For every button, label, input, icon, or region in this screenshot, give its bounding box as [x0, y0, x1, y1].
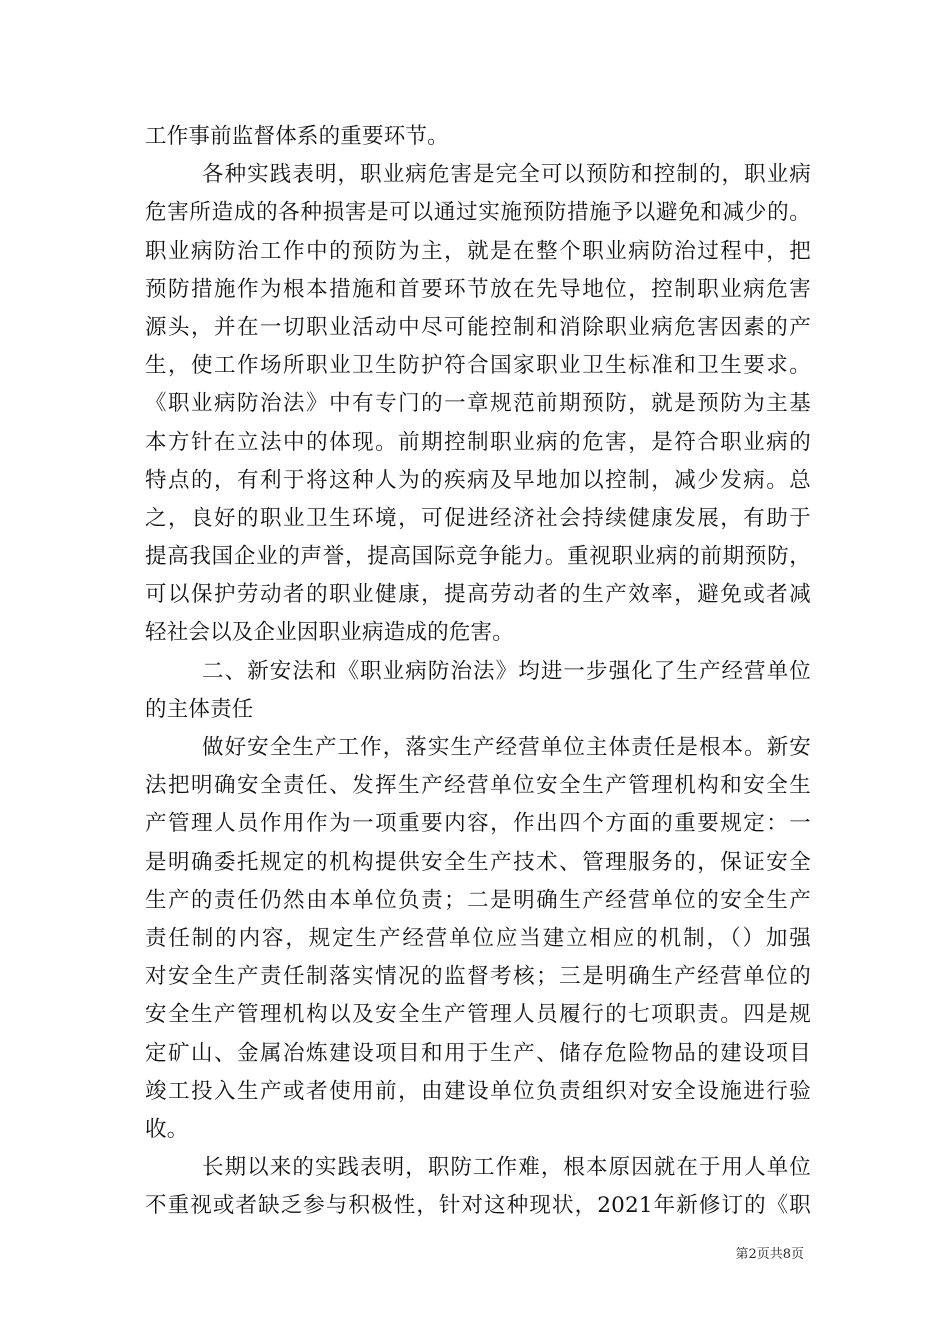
text-line: 生，使工作场所职业卫生防护符合国家职业卫生标准和卫生要求。 — [145, 353, 811, 379]
text-line: 竣工投入生产或者使用前，由建设单位负责组织对安全设施进行验 — [145, 1078, 811, 1104]
text-line: 本方针在立法中的体现。前期控制职业病的危害，是符合职业病的 — [145, 429, 811, 455]
text-line: 可以保护劳动者的职业健康，提高劳动者的生产效率，避免或者减 — [145, 582, 811, 608]
text-line: 生产的责任仍然由本单位负责；二是明确生产经营单位的安全生产 — [145, 887, 811, 913]
document-body — [145, 118, 811, 1225]
text-line: 预防措施作为根本措施和首要环节放在先导地位，控制职业病危害 — [145, 276, 811, 302]
text-line: 职业病防治工作中的预防为主，就是在整个职业病防治过程中，把 — [145, 238, 811, 264]
text-line: 收。 — [145, 1116, 189, 1142]
text-line: 产管理人员作用作为一项重要内容，作出四个方面的重要规定：一 — [145, 811, 811, 837]
text-line: 定矿山、金属冶炼建设项目和用于生产、储存危险物品的建设项目 — [145, 1040, 811, 1066]
text-line: 源头，并在一切职业活动中尽可能控制和消除职业病危害因素的产 — [145, 314, 811, 340]
text-line: 《职业病防治法》中有专门的一章规范前期预防，就是预防为主基 — [145, 391, 811, 417]
section-heading-line: 的主体责任 — [145, 696, 254, 722]
section-heading-line: 二、新安法和《职业病防治法》均进一步强化了生产经营单位 — [202, 658, 811, 684]
text-line: 法把明确安全责任、发挥生产经营单位安全生产管理机构和安全生 — [145, 773, 811, 799]
text-line: 不重视或者缺乏参与积极性，针对这种现状，2021年新修订的《职 — [145, 1193, 811, 1219]
text-line: 责任制的内容，规定生产经营单位应当建立相应的机制，（）加强 — [145, 925, 811, 951]
text-line: 安全生产管理机构以及安全生产管理人员履行的七项职责。四是规 — [145, 1002, 811, 1028]
text-line: 各种实践表明，职业病危害是完全可以预防和控制的，职业病 — [202, 162, 811, 188]
page-number: 第2页共8页 — [735, 1247, 804, 1262]
text-line: 轻社会以及企业因职业病造成的危害。 — [145, 620, 514, 646]
text-line: 之，良好的职业卫生环境，可促进经济社会持续健康发展，有助于 — [145, 505, 811, 531]
text-line: 提高我国企业的声誉，提高国际竞争能力。重视职业病的前期预防， — [145, 544, 811, 570]
text-line: 对安全生产责任制落实情况的监督考核；三是明确生产经营单位的 — [145, 964, 811, 990]
text-line: 危害所造成的各种损害是可以通过实施预防措施予以避免和减少的。 — [145, 200, 811, 226]
text-line: 特点的，有利于将这种人为的疾病及早地加以控制，减少发病。总 — [145, 467, 811, 493]
text-line: 长期以来的实践表明，职防工作难，根本原因就在于用人单位 — [202, 1155, 811, 1181]
text-line: 是明确委托规定的机构提供安全生产技术、管理服务的，保证安全 — [145, 849, 811, 875]
text-line: 做好安全生产工作，落实生产经营单位主体责任是根本。新安 — [202, 735, 811, 760]
text-line: 工作事前监督体系的重要环节。 — [145, 124, 449, 149]
